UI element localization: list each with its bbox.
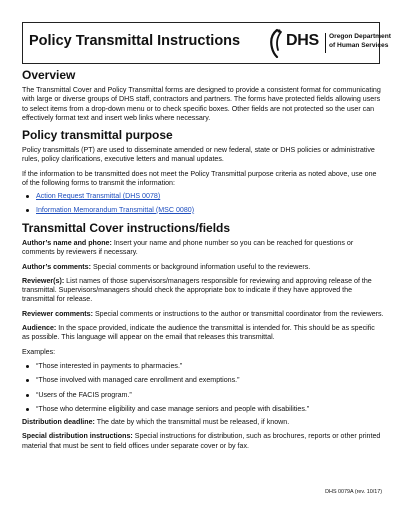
field-text: Insert your name and phone number so you can be reached for questions or comments by reviewers if necessary.	[22, 238, 354, 257]
field-label: Author’s comments:	[22, 262, 91, 271]
form-number: DHS 0079A (rev. 10/17)	[325, 489, 382, 495]
example-text: “Users of the FACIS program.”	[36, 390, 132, 399]
document-body	[22, 68, 384, 451]
field-reviewer-comments	[22, 310, 384, 319]
logo-org-line2: of Human Services	[329, 42, 389, 49]
field-text: Special comments or instructions to the author or transmittal coordinator from the reviewers.	[92, 309, 384, 318]
cover-heading: Transmittal Cover instructions/fields	[22, 220, 231, 235]
logo-org-line1: Oregon Department	[329, 33, 391, 40]
purpose-text-2: If the information to be transmitted does not meet the Policy Transmittal purpose criteria as noted above, use one of the following forms to transmit the information:	[22, 169, 377, 188]
field-label: Reviewer(s):	[22, 276, 65, 285]
logo-wordmark: DHS	[286, 32, 319, 49]
field-label: Reviewer comments:	[22, 309, 93, 318]
example-text: “Those who determine eligibility and case manage seniors and people with disabilities.”	[36, 404, 310, 413]
purpose-heading: Policy transmittal purpose	[22, 128, 173, 143]
overview-heading: Overview	[22, 68, 76, 82]
bullet-icon	[26, 195, 29, 198]
examples-list	[22, 362, 384, 414]
list-item	[22, 362, 384, 371]
field-text: In the space provided, indicate the audience the transmittal is intended for. This should be as specific as possible. This language will appear on the email that releases this transmittal.	[22, 324, 375, 342]
field-author-name	[22, 239, 384, 258]
example-text: “Those interested in payments to pharmacies.”	[36, 361, 183, 370]
field-label: Special distribution instructions:	[22, 432, 133, 441]
bullet-icon	[26, 408, 29, 411]
page-header	[22, 22, 391, 64]
overview-text: The Transmittal Cover and Policy Transmittal forms are designed to provide a consistent format for communicating with large or diverse groups of DHS staff, contractors and partners. The forms have protected fields allowing users to select items from a drop-down menu or to check specific boxes. Other fields are not protected so the user can effectively format text and insert web links where necessary.	[22, 86, 381, 122]
info-memo-link[interactable]: Information Memorandum Transmittal (MSC 0080)	[36, 205, 195, 214]
field-reviewers	[22, 277, 384, 305]
purpose-text-1: Policy transmittals (PT) are used to disseminate amended or new federal, state or DHS policies or administrative rules, policy clarifications, executive letters and manual updates.	[22, 146, 375, 164]
example-text: “Those involved with managed care enrollment and exemptions.”	[36, 376, 240, 385]
bullet-icon	[26, 394, 29, 397]
field-label: Author’s name and phone:	[22, 238, 112, 247]
bullet-icon	[26, 209, 29, 212]
dhs-logo	[266, 27, 391, 61]
action-request-link[interactable]: Action Request Transmittal (DHS 0078)	[36, 192, 161, 201]
field-distribution-deadline	[22, 418, 384, 427]
logo-divider	[325, 33, 326, 53]
dhs-logo-icon	[266, 28, 286, 58]
field-author-comments	[22, 263, 384, 272]
list-item	[22, 405, 384, 414]
page-title: Policy Transmittal Instructions	[29, 33, 241, 49]
form-links-list	[22, 192, 384, 215]
field-label: Distribution deadline:	[22, 418, 95, 427]
list-item	[22, 206, 384, 215]
field-label: Audience:	[22, 324, 57, 333]
bullet-icon	[26, 379, 29, 382]
bullet-icon	[26, 365, 29, 368]
field-text: Special instructions for distribution, such as brochures, reports or other printed material that must be sent to field offices under separate cover or by fax.	[22, 432, 381, 450]
field-text: The date by which the transmittal must be released, if known.	[94, 418, 290, 427]
examples-label: Examples:	[22, 347, 56, 356]
field-text: Special comments or background information useful to the reviewers.	[90, 262, 311, 271]
field-special-distribution	[22, 432, 384, 451]
field-text: List names of those supervisors/managers responsible for reviewing and approving release of the transmittal. Supervisors/managers should check the appropriate box to indicate if they have approved the transmittal for release.	[22, 276, 372, 304]
list-item	[22, 391, 384, 400]
list-item	[22, 192, 384, 201]
field-audience	[22, 324, 384, 343]
list-item	[22, 376, 384, 385]
